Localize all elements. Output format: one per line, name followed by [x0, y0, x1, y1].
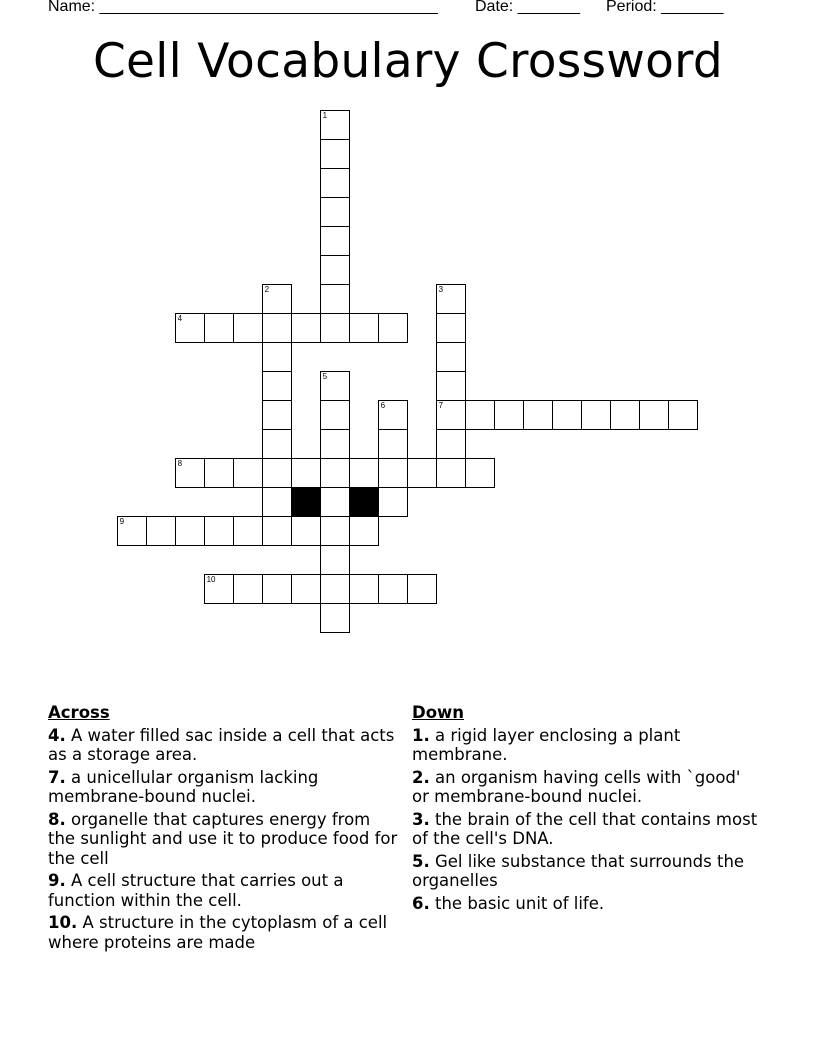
grid-cell[interactable]: [233, 516, 263, 546]
clue-number: 8: [177, 458, 183, 468]
grid-cell[interactable]: [407, 574, 437, 604]
clue-across-4: 4. A water filled sac inside a cell that acts as a storage area.: [48, 725, 395, 764]
grid-cell[interactable]: [610, 400, 640, 430]
grid-cell[interactable]: [436, 429, 466, 459]
grid-cell[interactable]: [146, 516, 176, 546]
grid-cell[interactable]: [262, 400, 292, 430]
date-field[interactable]: Date: _______: [475, 0, 580, 15]
grid-cell[interactable]: [262, 574, 292, 604]
grid-cell[interactable]: [262, 516, 292, 546]
grid-cell[interactable]: [204, 313, 234, 343]
clue-across-10: 10. A structure in the cytoplasm of a cell where proteins are made: [48, 913, 388, 952]
grid-cell[interactable]: [320, 516, 350, 546]
grid-cell-3[interactable]: [436, 284, 466, 314]
grid-cell[interactable]: [349, 516, 379, 546]
clue-number: 2: [264, 284, 270, 294]
grid-cell[interactable]: [233, 574, 263, 604]
grid-cell[interactable]: [349, 313, 379, 343]
clue-down-3: 3. the brain of the cell that contains most of the cell's DNA.: [412, 809, 758, 848]
clue-number: 10: [206, 574, 216, 584]
grid-cell[interactable]: [175, 516, 205, 546]
grid-cell[interactable]: [668, 400, 698, 430]
grid-cell[interactable]: [378, 429, 408, 459]
grid-cell[interactable]: [262, 458, 292, 488]
grid-cell[interactable]: [320, 284, 350, 314]
grid-cell[interactable]: [349, 458, 379, 488]
grid-cell[interactable]: [262, 342, 292, 372]
grid-cell[interactable]: [465, 458, 495, 488]
clue-down-6: 6. the basic unit of life.: [412, 893, 605, 913]
clue-across-9: 9. A cell structure that carries out a function within the cell.: [48, 871, 344, 910]
grid-cell[interactable]: [320, 139, 350, 169]
grid-cell-6[interactable]: [378, 400, 408, 430]
grid-cell-9[interactable]: [117, 516, 147, 546]
grid-cell[interactable]: [233, 313, 263, 343]
clue-number: 3: [438, 284, 444, 294]
grid-cell[interactable]: [378, 574, 408, 604]
down-heading: Down: [412, 703, 465, 722]
clue-number: 4: [177, 313, 183, 323]
grid-cell[interactable]: [320, 197, 350, 227]
grid-cell[interactable]: [291, 516, 321, 546]
grid-cell[interactable]: [320, 400, 350, 430]
across-clues: [48, 703, 400, 955]
grid-cell-7[interactable]: [436, 400, 466, 430]
clue-across-7: 7. a unicellular organism lacking membrane-bound nuclei.: [48, 767, 319, 806]
grid-cell[interactable]: [320, 168, 350, 198]
grid-cell[interactable]: [581, 400, 611, 430]
grid-cell-8[interactable]: [175, 458, 205, 488]
grid-cell[interactable]: [262, 429, 292, 459]
grid-cell[interactable]: [320, 458, 350, 488]
grid-cell[interactable]: [436, 342, 466, 372]
period-field[interactable]: Period: _______: [606, 0, 724, 15]
clue-down-1: 1. a rigid layer enclosing a plant membrane.: [412, 725, 681, 764]
grid-cell[interactable]: [494, 400, 524, 430]
clue-across-8: 8. organelle that captures energy from the sunlight and use it to produce food for the cell: [48, 809, 398, 868]
grid-cell[interactable]: [436, 313, 466, 343]
blocked-cell: [291, 487, 321, 517]
grid-cell[interactable]: [320, 429, 350, 459]
grid-cell-5[interactable]: [320, 371, 350, 401]
page-title: Cell Vocabulary Crossword: [92, 34, 724, 89]
grid-cell[interactable]: [436, 458, 466, 488]
grid-cell[interactable]: [233, 458, 263, 488]
grid-cell-2[interactable]: [262, 284, 292, 314]
grid-cell[interactable]: [320, 255, 350, 285]
clue-down-2: 2. an organism having cells with `good' or membrane-bound nuclei.: [412, 767, 741, 806]
grid-cell[interactable]: [262, 487, 292, 517]
grid-cell-1[interactable]: [320, 110, 350, 140]
clue-number: 1: [322, 110, 328, 120]
across-heading: Across: [48, 703, 110, 722]
grid-cell[interactable]: [262, 313, 292, 343]
clue-number: 5: [322, 371, 328, 381]
down-clues: [412, 703, 762, 916]
blocked-cell: [349, 487, 379, 517]
grid-cell[interactable]: [291, 313, 321, 343]
grid-cell[interactable]: [320, 487, 350, 517]
grid-cell[interactable]: [378, 458, 408, 488]
grid-cell[interactable]: [378, 487, 408, 517]
grid-cell[interactable]: [320, 313, 350, 343]
grid-cell[interactable]: [320, 603, 350, 633]
grid-cell[interactable]: [262, 371, 292, 401]
grid-cell[interactable]: [639, 400, 669, 430]
grid-cell[interactable]: [378, 313, 408, 343]
clue-number: 7: [438, 400, 444, 410]
grid-cell[interactable]: [552, 400, 582, 430]
grid-cell[interactable]: [436, 371, 466, 401]
grid-cell[interactable]: [523, 400, 553, 430]
grid-cell[interactable]: [320, 545, 350, 575]
grid-cell[interactable]: [465, 400, 495, 430]
clue-down-5: 5. Gel like substance that surrounds the organelles: [412, 851, 745, 890]
grid-cell-4[interactable]: [175, 313, 205, 343]
grid-cell[interactable]: [320, 574, 350, 604]
grid-cell[interactable]: [204, 516, 234, 546]
clue-number: 6: [380, 400, 386, 410]
grid-cell[interactable]: [320, 226, 350, 256]
grid-cell[interactable]: [204, 458, 234, 488]
grid-cell-10[interactable]: [204, 574, 234, 604]
name-field[interactable]: Name: ______________________________________: [48, 0, 438, 15]
clue-number: 9: [119, 516, 125, 526]
grid-cell[interactable]: [291, 458, 321, 488]
grid-cell[interactable]: [407, 458, 437, 488]
grid-cell[interactable]: [349, 574, 379, 604]
grid-cell[interactable]: [291, 574, 321, 604]
